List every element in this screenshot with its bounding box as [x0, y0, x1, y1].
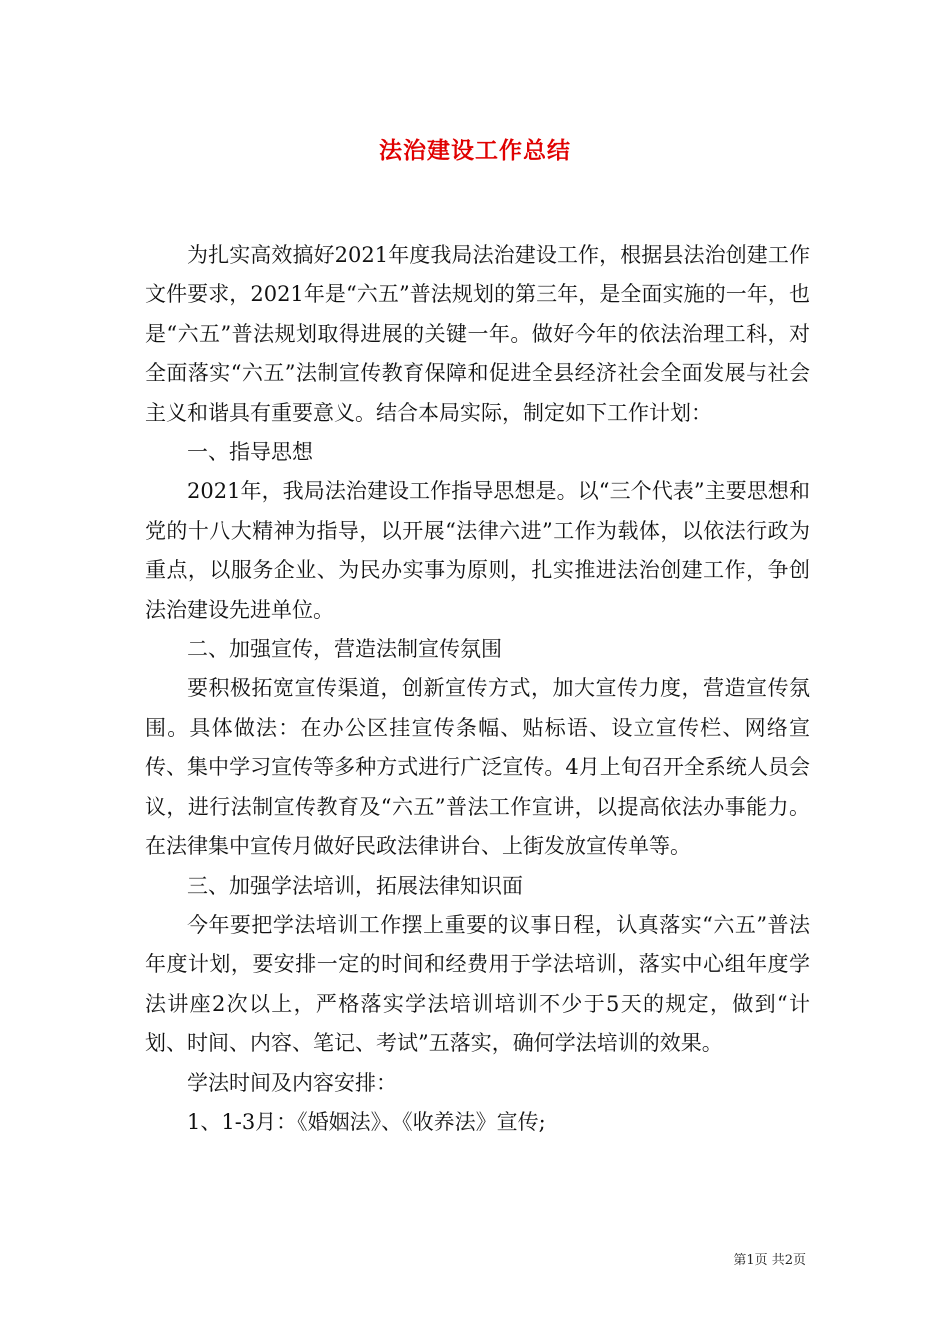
schedule-heading: 学法时间及内容安排： — [187, 1070, 397, 1095]
section-heading-publicity: 二、加强宣传，营造法制宣传氛围 — [187, 637, 502, 662]
training-paragraph: 今年要把学法培训工作摆上重要的议事日程，认真落实“六五”普法年度计划，要安排一定的时间和经费用于学法培训，落实中心组年度学法讲座2次以上，严格落实学法培训培训不少于5天的规定，做到“计划、时间、内容、笔记、考试”五落实，确何学法培训的效果。 — [145, 912, 810, 1056]
publicity-paragraph: 要积极拓宽宣传渠道，创新宣传方式，加大宣传力度，营造宣传氛围。具体做法：在办公区挂宣传条幅、贴标语、设立宣传栏、网络宣传、集中学习宣传等多种方式进行广泛宣传。4月上旬召开全系统人员会议，进行法制宣传教育及“六五”普法工作宣讲，以提高依法办事能力。在法律集中宣传月做好民政法律讲台、上街发放宣传单等。 — [145, 676, 810, 859]
intro-paragraph: 为扎实高效搞好2021年度我局法治建设工作，根据县法治创建工作文件要求，2021年是“六五”普法规划的第三年，是全面实施的一年，也是“六五”普法规划取得进展的关键一年。做好今年的依法治理工科，对全面落实“六五”法制宣传教育保障和促进全县经济社会全面发展与社会主义和谐具有重要意义。结合本局实际，制定如下工作计划： — [145, 243, 810, 425]
document-body — [145, 236, 810, 1142]
section-heading-guiding-thought: 一、指导思想 — [187, 440, 313, 465]
page-number: 第1页 共2页 — [733, 1253, 806, 1268]
schedule-item: 1、1-3月：《婚姻法》、《收养法》宣传; — [187, 1109, 546, 1134]
section-heading-training: 三、加强学法培训，拓展法律知识面 — [187, 873, 523, 898]
document-title: 法治建设工作总结 — [379, 137, 571, 164]
guiding-thought-paragraph: 2021年，我局法治建设工作指导思想是。以“三个代表”主要思想和党的十八大精神为指导，以开展“法律六进”工作为载体，以依法行政为重点，以服务企业、为民办实事为原则，扎实推进法治创建工作，争创法治建设先进单位。 — [145, 479, 810, 622]
